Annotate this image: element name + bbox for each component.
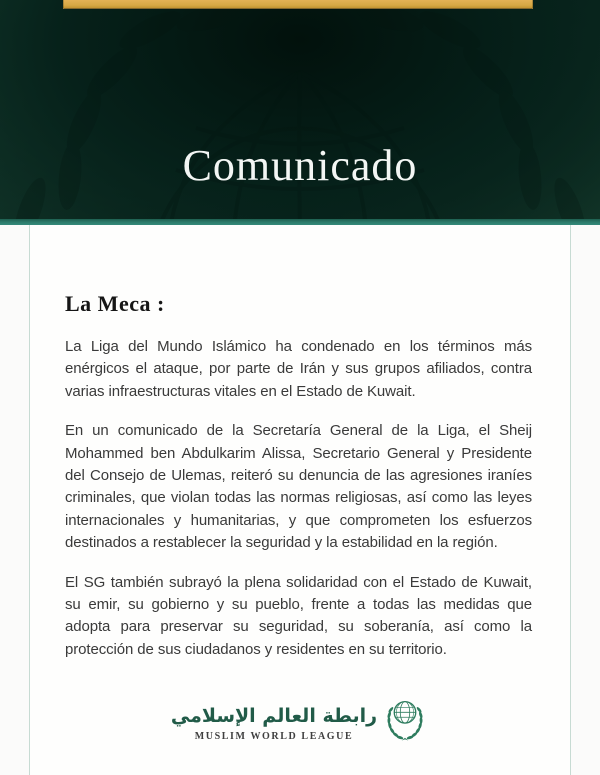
- page-title: Comunicado: [182, 141, 418, 190]
- logo-arabic-name: رابطة العالم الإسلامي: [170, 705, 378, 728]
- paragraph-solidarity: El SG también subrayó la plena solidaridad con el Estado de Kuwait, su emir, su gobierno y su pueblo, frente a todas las medidas que adopta para preservar su seguridad, su soberanía, así como la protección de sus ciudadanos y residentes en su territorio.: [65, 573, 532, 658]
- header-banner: [0, 0, 600, 219]
- footer-logo-text: [171, 703, 377, 742]
- logo-latin-name: MUSLIM WORLD LEAGUE: [194, 731, 354, 743]
- gold-accent-bar: [63, 0, 533, 9]
- footer-logo: [65, 697, 532, 742]
- dateline-heading: La Meca :: [65, 291, 165, 316]
- mwl-globe-laurel-icon: [384, 697, 426, 742]
- document-card: [29, 225, 571, 775]
- paragraph-condemnation: La Liga del Mundo Islámico ha condenado en los términos más enérgicos el ataque, por parte de Irán y sus grupos afiliados, contra varias infraestructuras vitales en el Estado de Kuwait.: [65, 338, 532, 400]
- paragraph-statement: En un comunicado de la Secretaría General de la Liga, el Sheij Mohammed ben Abdulkarim Alissa, Secretario General y Presidente del Consejo de Ulemas, reiteró su denuncia de las agresiones iraníes criminales, que violan todas las normas religiosas, así como las leyes internacionales y humanitarias, y que comprometen los esfuerzos destinados a restablecer la seguridad y la estabilidad en la región.: [65, 422, 532, 552]
- content-area: [0, 225, 600, 775]
